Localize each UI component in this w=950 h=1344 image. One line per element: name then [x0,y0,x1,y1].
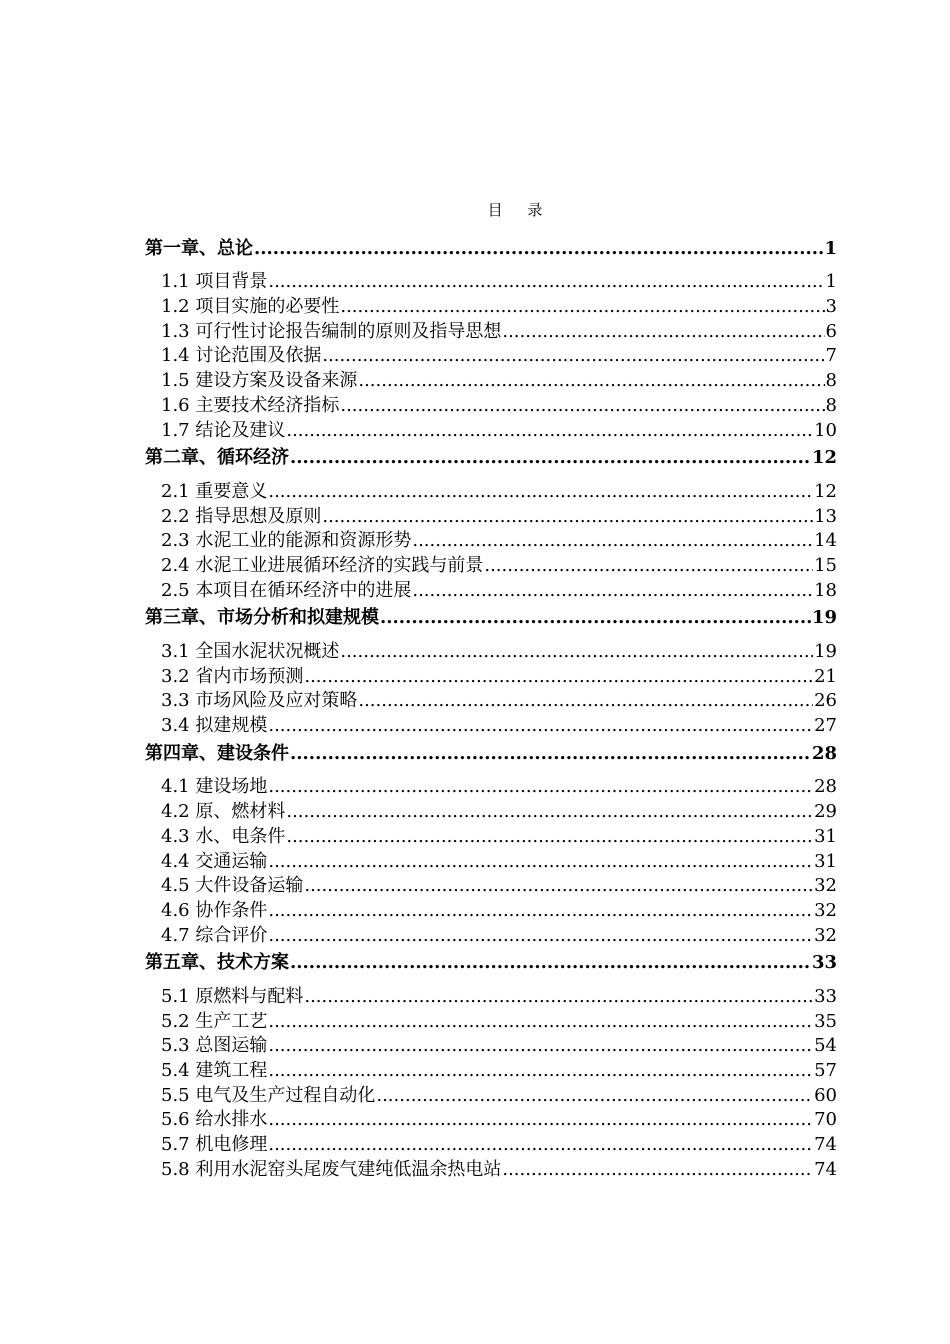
toc-section-entry[interactable] [145,1131,837,1156]
toc-section-entry-label: 2.4 水泥工业进展循环经济的实践与前景 [161,554,484,576]
toc-section-entry-page-number: 33 [814,985,837,1007]
toc-section-entry-page-number: 35 [814,1010,837,1032]
toc-chapter-entry-label: 第三章、市场分析和拟建规模 [145,607,379,629]
toc-section-entry-label: 5.2 生产工艺 [161,1010,268,1032]
dot-leader [268,925,813,947]
dot-leader [358,690,813,712]
toc-section-entry-page-number: 31 [814,825,837,847]
toc-section-entry-page-number: 28 [814,776,837,798]
toc-chapter-entry[interactable] [145,950,837,975]
toc-section-entry[interactable] [145,1107,837,1132]
dot-leader [254,238,823,260]
toc-chapter-entry-page-number: 1 [824,237,837,259]
toc-section-entry-label: 3.1 全国水泥状况概述 [161,641,340,662]
dot-leader [290,952,811,974]
toc-section-entry-page-number: 8 [825,370,837,392]
dot-leader [290,743,811,765]
toc-section-entry-page-number: 32 [814,875,837,897]
dot-leader [304,666,813,688]
table-of-contents [145,232,837,1181]
toc-section-entry-label: 1.7 结论及建议 [161,419,286,441]
toc-section-entry-label: 1.2 项目实施的必要性 [161,296,340,318]
toc-section-entry-label: 4.7 综合评价 [161,924,268,946]
toc-section-entry[interactable] [145,798,837,823]
toc-section-entry-label: 4.6 协作条件 [161,899,268,921]
toc-section-entry-label: 5.8 利用水泥窑头尾废气建纯低温余热电站 [161,1158,502,1180]
toc-section-entry-page-number: 3 [825,296,837,318]
toc-section-entry-label: 1.4 讨论范围及依据 [161,345,322,367]
toc-section-entry-label: 5.1 原燃料与配料 [161,985,304,1007]
toc-section-entry[interactable] [145,417,837,442]
toc-section-entry[interactable] [145,1033,837,1058]
toc-section-entry[interactable] [145,873,837,898]
toc-section-entry-label: 2.2 指导思想及原则 [161,505,322,527]
dot-leader [304,986,813,1008]
dot-leader [358,370,824,392]
dot-leader [286,826,813,848]
toc-section-entry-label: 3.2 省内市场预测 [161,665,304,687]
dot-leader [322,506,813,528]
toc-section-entry[interactable] [145,269,837,294]
toc-section-entry[interactable] [145,503,837,528]
dot-leader [376,1085,813,1107]
toc-section-entry-label: 2.3 水泥工业的能源和资源形势 [161,530,412,552]
toc-section-entry-page-number: 27 [814,715,837,737]
toc-section-entry[interactable] [145,983,837,1008]
toc-section-entry-label: 3.3 市场风险及应对策略 [161,690,358,712]
dot-leader [322,345,824,367]
toc-section-entry-page-number: 1 [825,271,837,293]
toc-section-entry-page-number: 32 [814,924,837,946]
toc-section-entry-page-number: 19 [814,641,837,662]
toc-section-entry-page-number: 26 [814,690,837,712]
toc-section-entry[interactable] [145,293,837,318]
toc-chapter-entry[interactable] [145,235,837,260]
toc-section-entry[interactable] [145,712,837,737]
toc-section-entry[interactable] [145,1057,837,1082]
toc-section-entry-page-number: 32 [814,899,837,921]
dot-leader [412,530,813,552]
toc-section-entry[interactable] [145,528,837,553]
dot-leader [340,395,824,417]
toc-section-entry-page-number: 54 [814,1035,837,1057]
toc-section-entry[interactable] [145,577,837,602]
dot-leader [286,801,813,823]
toc-section-entry[interactable] [145,343,837,368]
toc-section-entry-page-number: 74 [814,1134,837,1156]
toc-chapter-entry[interactable] [145,445,837,470]
toc-section-entry[interactable] [145,318,837,343]
toc-chapter-entry-page-number: 12 [811,447,837,469]
dot-leader [340,641,813,663]
toc-section-entry-page-number: 29 [814,801,837,823]
toc-section-entry-label: 4.4 交通运输 [161,850,268,872]
dot-leader [286,420,813,442]
dot-leader [268,900,813,922]
toc-section-entry[interactable] [145,1008,837,1033]
dot-leader [268,1011,813,1033]
dot-leader [268,1109,813,1131]
toc-section-entry-label: 3.4 拟建规模 [161,715,268,737]
toc-section-entry[interactable] [145,897,837,922]
toc-section-entry-page-number: 31 [814,850,837,872]
dot-leader [484,555,813,577]
toc-section-entry[interactable] [145,392,837,417]
toc-section-entry-page-number: 70 [814,1109,837,1131]
toc-section-entry[interactable] [145,922,837,947]
toc-section-entry[interactable] [145,774,837,799]
toc-section-entry-label: 5.3 总图运输 [161,1035,268,1057]
toc-section-entry-page-number: 13 [814,505,837,527]
dot-leader [304,875,813,897]
toc-section-entry[interactable] [145,848,837,873]
toc-section-entry-label: 1.5 建设方案及设备来源 [161,370,358,392]
toc-section-entry-page-number: 60 [814,1084,837,1106]
toc-section-entry-page-number: 14 [814,530,837,552]
dot-leader [502,1159,813,1181]
toc-chapter-entry-label: 第二章、循环经济 [145,447,289,469]
toc-section-entry-label: 4.2 原、燃材料 [161,801,286,823]
dot-leader [290,447,811,469]
toc-section-entry[interactable] [145,478,837,503]
toc-chapter-entry-label: 第四章、建设条件 [145,742,289,764]
toc-section-entry-page-number: 21 [814,665,837,687]
toc-section-entry-label: 4.1 建设场地 [161,776,268,798]
toc-chapter-entry-page-number: 19 [811,607,837,629]
dot-leader [268,1060,813,1082]
dot-leader [340,296,824,318]
toc-section-entry-label: 2.1 重要意义 [161,480,268,502]
toc-section-entry[interactable] [145,367,837,392]
dot-leader [502,321,824,343]
toc-section-entry-label: 1.3 可行性讨论报告编制的原则及指导思想 [161,320,502,342]
toc-section-entry-label: 1.6 主要技术经济指标 [161,394,340,416]
toc-chapter-entry-page-number: 28 [811,742,837,764]
toc-section-entry-page-number: 15 [814,554,837,576]
toc-section-entry-label: 5.5 电气及生产过程自动化 [161,1084,376,1106]
toc-section-entry[interactable] [145,552,837,577]
toc-section-entry[interactable] [145,1082,837,1107]
dot-leader [268,715,813,737]
toc-section-entry-page-number: 8 [825,394,837,416]
dot-leader [268,1134,813,1156]
toc-section-entry-label: 4.5 大件设备运输 [161,875,304,897]
toc-chapter-entry[interactable] [145,740,837,765]
toc-section-entry[interactable] [145,688,837,713]
toc-section-entry[interactable] [145,1156,837,1181]
toc-section-entry-page-number: 7 [825,345,837,367]
toc-section-entry[interactable] [145,663,837,688]
toc-section-entry-page-number: 6 [825,320,837,342]
toc-chapter-entry-page-number: 33 [811,952,837,974]
toc-section-entry-label: 5.6 给水排水 [161,1109,268,1131]
toc-section-entry-page-number: 74 [814,1158,837,1180]
toc-chapter-entry-label: 第五章、技术方案 [145,952,289,974]
dot-leader [268,481,813,503]
dot-leader [268,851,813,873]
toc-section-entry[interactable] [145,638,837,663]
toc-section-entry[interactable] [145,823,837,848]
toc-title: 目 录 [487,201,553,219]
toc-section-entry-page-number: 57 [814,1060,837,1081]
toc-section-entry-label: 5.4 建筑工程 [161,1060,268,1081]
toc-section-entry-page-number: 18 [814,579,837,601]
dot-leader [412,580,813,602]
dot-leader [268,776,813,798]
toc-section-entry-label: 2.5 本项目在循环经济中的进展 [161,579,412,601]
toc-section-entry-label: 5.7 机电修理 [161,1134,268,1156]
toc-section-entry-page-number: 12 [814,480,837,502]
toc-section-entry-page-number: 10 [814,419,837,441]
toc-chapter-entry-label: 第一章、总论 [145,237,253,259]
dot-leader [380,607,811,629]
dot-leader [268,271,824,293]
dot-leader [268,1035,813,1057]
toc-chapter-entry[interactable] [145,605,837,630]
toc-section-entry-label: 1.1 项目背景 [161,271,268,293]
toc-section-entry-label: 4.3 水、电条件 [161,825,286,847]
